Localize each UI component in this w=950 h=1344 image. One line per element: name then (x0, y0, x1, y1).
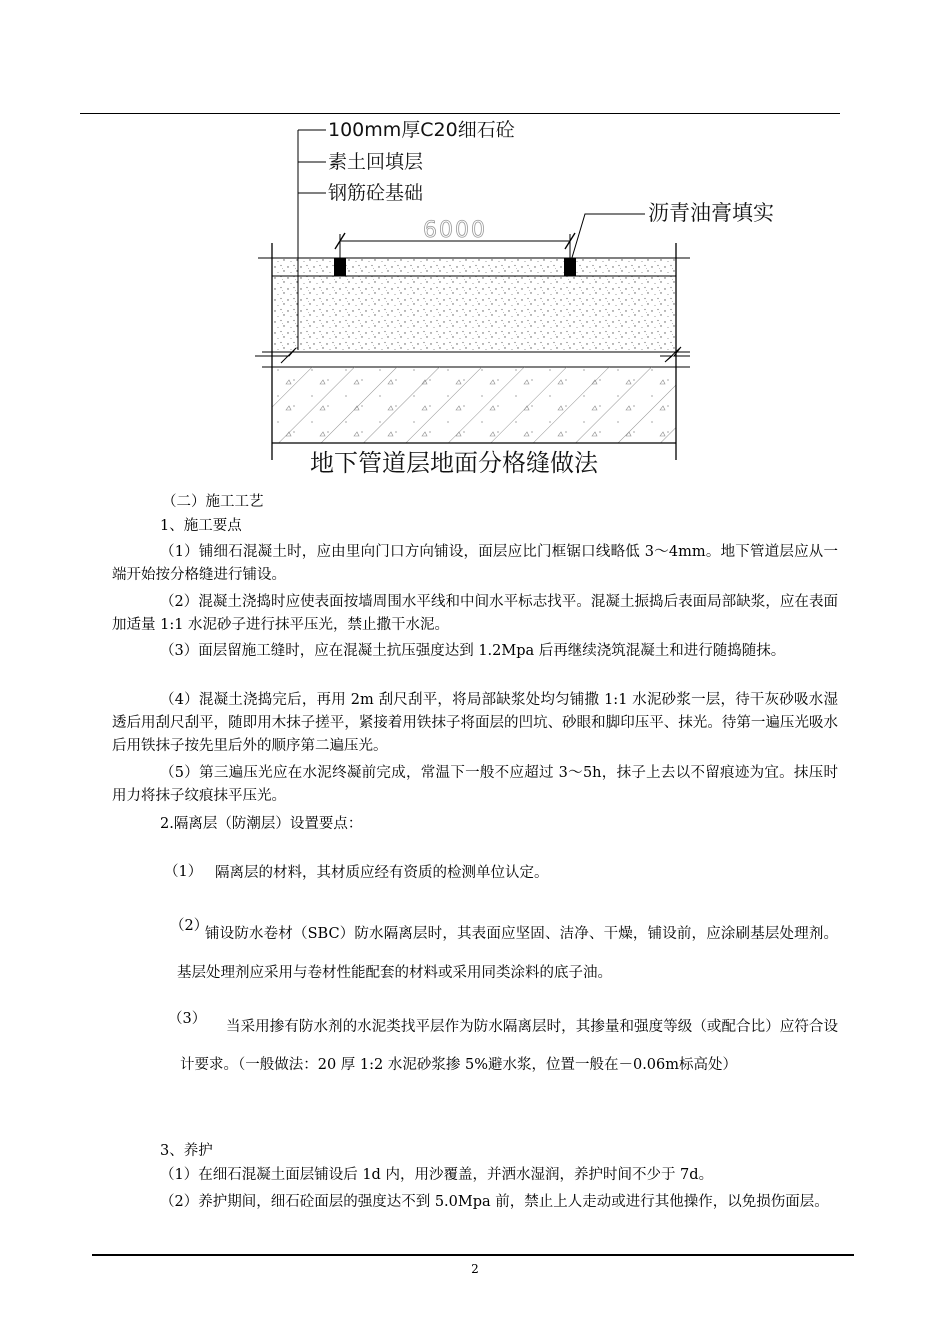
part1-item-3: （3）面层留施工缝时，应在混凝土抗压强度达到 1.2Mpa 后再继续浇筑混凝土和进行随捣随抹。 (160, 643, 786, 659)
figure-caption: 地下管道层地面分格缝做法 (310, 449, 598, 477)
part1-item-2: （2）混凝土浇捣时应使表面按墙周围水平线和中间水平标志找平。混凝土振捣后表面局部缺浆，应在表面加适量 1:1 水泥砂子进行抹平压光，禁止撒干水泥。 (112, 594, 838, 633)
part1-item-1: （1）铺细石混凝土时，应由里向门口方向铺设，面层应比门框锯口线略低 3～4mm。地下管道层应从一端开始按分格缝进行铺设。 (112, 544, 838, 583)
floor-joint-diagram (0, 0, 950, 490)
footer-rule (92, 1254, 854, 1256)
part2-item-3-text: 当采用掺有防水剂的水泥类找平层作为防水隔离层时，其掺量和强度等级（或配合比）应符合设计要求。（一般做法：20 厚 1:2 水泥砂浆掺 5%避水浆，位置一般在－0.06m标高处） (180, 1019, 838, 1073)
label-slab: 100mm厚C20细石砼 (328, 119, 515, 141)
part2-item-1-text: 隔离层的材料，其材质应经有资质的检测单位认定。 (215, 865, 549, 881)
part2-item-2-text: 铺设防水卷材（SBC）防水隔离层时，其表面应坚固、洁净、干燥，铺设前，应涂刷基层处理剂。基层处理剂应采用与卷材性能配套的材料或采用同类涂料的底子油。 (177, 926, 838, 981)
part1-heading: 1、施工要点 (160, 518, 242, 534)
part3-item-2: （2）养护期间，细石砼面层的强度达不到 5.0Mpa 前，禁止上人走动或进行其他操作，以免损伤面层。 (160, 1194, 829, 1210)
fill-layer (272, 276, 676, 352)
joint-right (564, 258, 576, 276)
part2-item-3-num: （3） (168, 1011, 207, 1027)
dimension-label: 6000 (423, 218, 487, 243)
label-fill: 素土回填层 (328, 151, 424, 173)
part2-item-1-num: （1） (164, 864, 203, 880)
page-number: 2 (471, 1262, 479, 1276)
part1-item-4: （4）混凝土浇捣完后，再用 2m 刮尺刮平，将局部缺浆处均匀铺撒 1:1 水泥砂浆一层，待干灰砂吸水湿透后用刮尺刮平，随即用木抹子搓平，紧接着用铁抹子将面层的凹坑、砂眼和脚印压平、抹光。待第一遍压光吸水后用铁抹子按先里后外的顺序第二遍压光。 (112, 692, 838, 754)
part1-item-5: （5）第三遍压光应在水泥终凝前完成，常温下一般不应超过 3～5h，抹子上去以不留痕迹为宜。抹压时用力将抹子纹痕抹平压光。 (112, 765, 838, 804)
part2-heading: 2.隔离层（防潮层）设置要点： (160, 816, 363, 832)
part3-item-1: （1）在细石混凝土面层铺设后 1d 内，用沙覆盖，并洒水湿润，养护时间不少于 7d。 (160, 1167, 714, 1183)
part3-heading: 3、养护 (160, 1143, 213, 1159)
part2-item-2-num: （2） (170, 918, 209, 934)
slab-layer (272, 258, 676, 276)
label-foundation: 钢筋砼基础 (328, 182, 424, 204)
label-joint: 沥青油膏填实 (648, 201, 774, 225)
section-title: （二）施工工艺 (162, 494, 264, 510)
joint-left (334, 258, 346, 276)
